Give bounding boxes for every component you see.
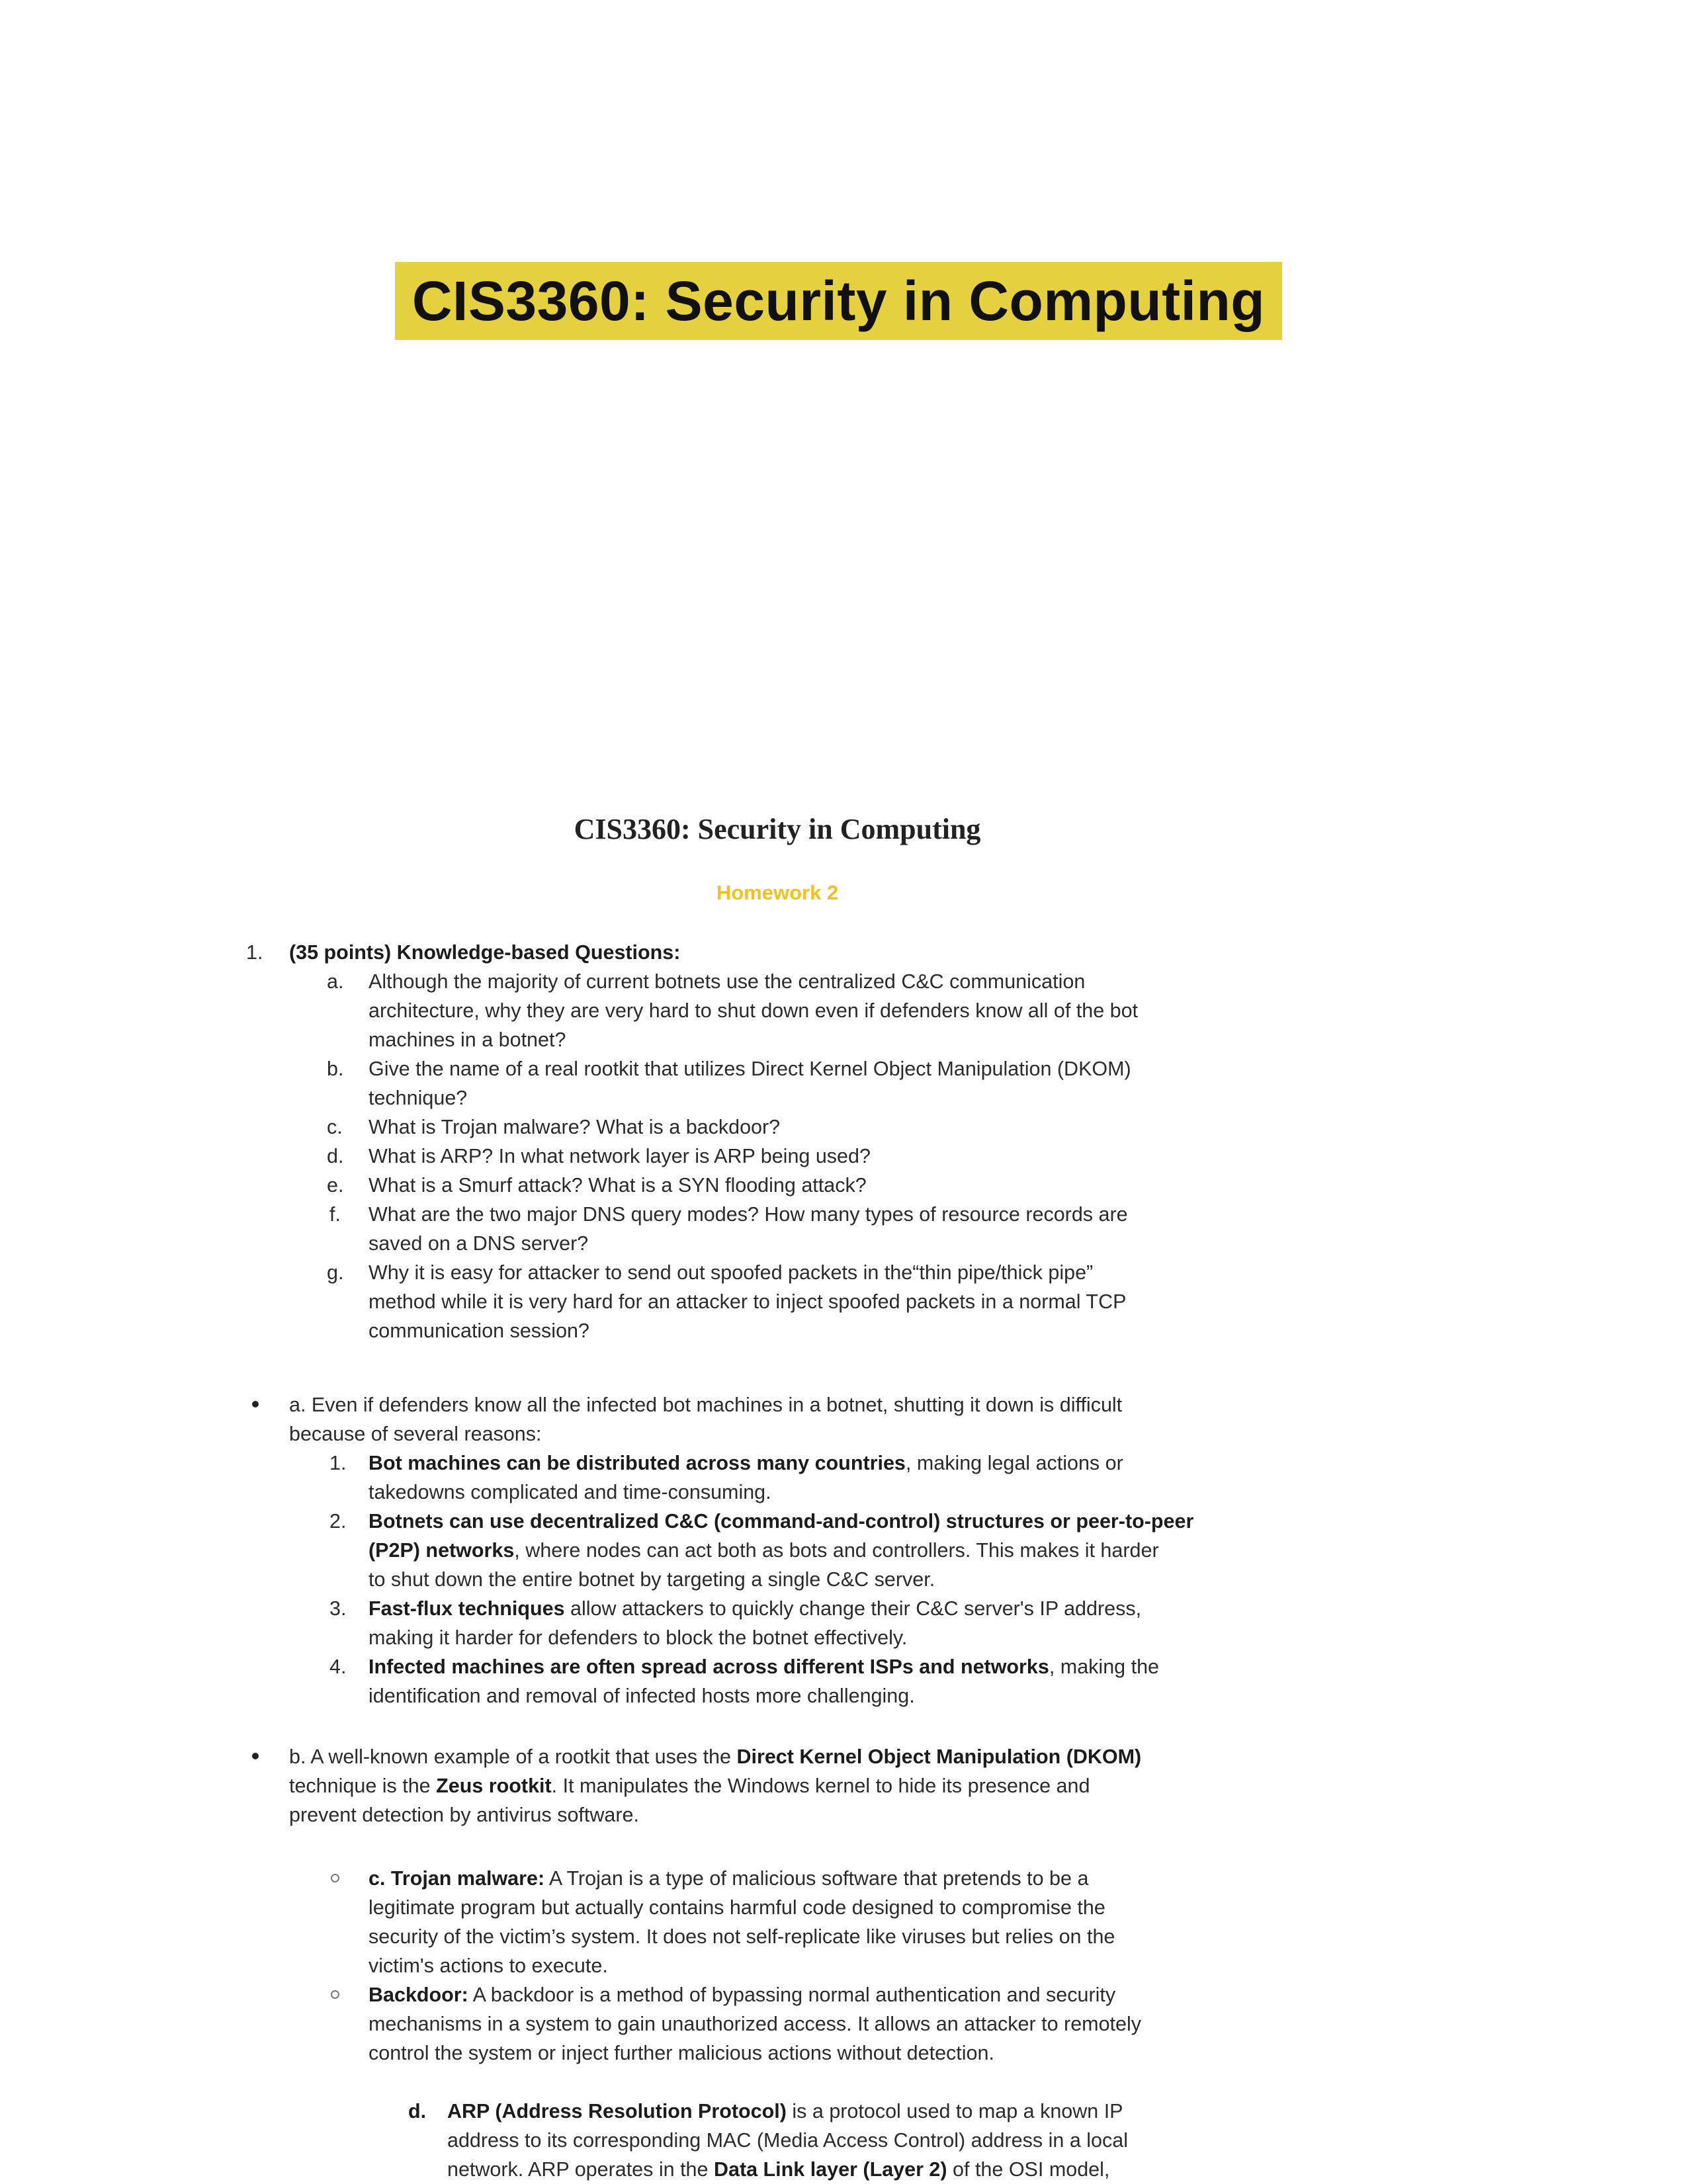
bullet-icon	[252, 1401, 259, 1407]
q-marker-g: g.	[327, 1261, 344, 1284]
q-marker-c: c.	[327, 1116, 343, 1138]
answer-b: prevent detection by antivirus software.	[289, 1804, 639, 1826]
answer-c-trojan: c. Trojan malware: A Trojan is a type of malicious software that pretends to be a	[368, 1867, 1089, 1890]
answer-c-trojan: legitimate program but actually contains harmful code designed to compromise the	[368, 1896, 1105, 1919]
reason-1: takedowns complicated and time-consuming.	[368, 1481, 771, 1503]
q-a-line: architecture, why they are very hard to shut down even if defenders know all of the bot	[368, 999, 1139, 1022]
q-a-line: Although the majority of current botnets use the centralized C&C communication	[368, 970, 1086, 993]
answer-d: address to its corresponding MAC (Media Access Control) address in a local	[447, 2129, 1128, 2152]
q-g-line: Why it is easy for attacker to send out spoofed packets in the“thin pipe/thick pipe”	[368, 1261, 1094, 1284]
title-banner	[395, 262, 1282, 340]
q-a-line: machines in a botnet?	[368, 1029, 566, 1051]
answer-c-trojan: victim's actions to execute.	[368, 1954, 608, 1977]
q-b-line: technique?	[368, 1087, 468, 1109]
answer-b: technique is the Zeus rootkit. It manipulates the Windows kernel to hide its presence and	[289, 1775, 1090, 1797]
q-f-line: saved on a DNS server?	[368, 1232, 589, 1255]
reason-number: 3.	[329, 1597, 347, 1620]
q-marker-d: d.	[327, 1145, 344, 1167]
q-e-line: What is a Smurf attack? What is a SYN flooding attack?	[368, 1174, 867, 1197]
answer-c-backdoor: mechanisms in a system to gain unauthorized access. It allows an attacker to remotely	[368, 2013, 1142, 2035]
answer-d-marker: d.	[408, 2100, 427, 2122]
reason-number: 1.	[329, 1452, 347, 1474]
question-number: 1.	[246, 941, 263, 964]
answer-a-intro: because of several reasons:	[289, 1423, 542, 1445]
document-subtitle: Homework 2	[716, 881, 839, 904]
reason-1: Bot machines can be distributed across many countries, making legal actions or	[368, 1452, 1123, 1474]
q-marker-a: a.	[327, 970, 344, 993]
question-heading: (35 points) Knowledge-based Questions:	[289, 941, 681, 964]
answer-a-intro: a. Even if defenders know all the infected bot machines in a botnet, shutting it down is difficult	[289, 1394, 1123, 1416]
answer-d: network. ARP operates in the Data Link layer (Layer 2) of the OSI model,	[447, 2158, 1110, 2181]
answer-d: ARP (Address Resolution Protocol) is a protocol used to map a known IP	[447, 2100, 1123, 2122]
reason-2: Botnets can use decentralized C&C (command-and-control) structures or peer-to-peer	[368, 1510, 1194, 1533]
q-c-line: What is Trojan malware? What is a backdoor?	[368, 1116, 781, 1138]
circle-bullet-icon	[331, 1874, 339, 1882]
q-g-line: method while it is very hard for an attacker to inject spoofed packets in a normal TCP	[368, 1290, 1127, 1313]
reason-number: 2.	[329, 1510, 347, 1533]
bullet-icon	[252, 1753, 259, 1759]
banner-title: CIS3360: Security in Computing	[411, 269, 1266, 332]
answer-c-backdoor: Backdoor: A backdoor is a method of bypassing normal authentication and security	[368, 1984, 1116, 2006]
q-g-line: communication session?	[368, 1320, 589, 1342]
reason-2: to shut down the entire botnet by targeting a single C&C server.	[368, 1568, 935, 1591]
circle-bullet-icon	[331, 1990, 339, 1999]
answer-b: b. A well-known example of a rootkit that uses the Direct Kernel Object Manipulation (DKOM)	[289, 1745, 1142, 1768]
reason-3: Fast-flux techniques allow attackers to quickly change their C&C server's IP address,	[368, 1597, 1142, 1620]
reason-number: 4.	[329, 1656, 347, 1678]
q-b-line: Give the name of a real rootkit that utilizes Direct Kernel Object Manipulation (DKOM)	[368, 1058, 1131, 1080]
q-d-line: What is ARP? In what network layer is ARP being used?	[368, 1145, 871, 1167]
q-marker-b: b.	[327, 1058, 344, 1080]
reason-3: making it harder for defenders to block the botnet effectively.	[368, 1626, 908, 1649]
q-marker-f: f.	[329, 1203, 341, 1226]
q-f-line: What are the two major DNS query modes? How many types of resource records are	[368, 1203, 1128, 1226]
q-marker-e: e.	[327, 1174, 344, 1197]
answer-c-backdoor: control the system or inject further malicious actions without detection.	[368, 2042, 994, 2064]
reason-4: Infected machines are often spread across different ISPs and networks, making the	[368, 1656, 1160, 1678]
answer-c-trojan: security of the victim’s system. It does not self-replicate like viruses but relies on the	[368, 1925, 1115, 1948]
reason-2: (P2P) networks, where nodes can act both as bots and controllers. This makes it harder	[368, 1539, 1159, 1562]
document-title: CIS3360: Security in Computing	[574, 813, 981, 845]
reason-4: identification and removal of infected hosts more challenging.	[368, 1685, 915, 1707]
